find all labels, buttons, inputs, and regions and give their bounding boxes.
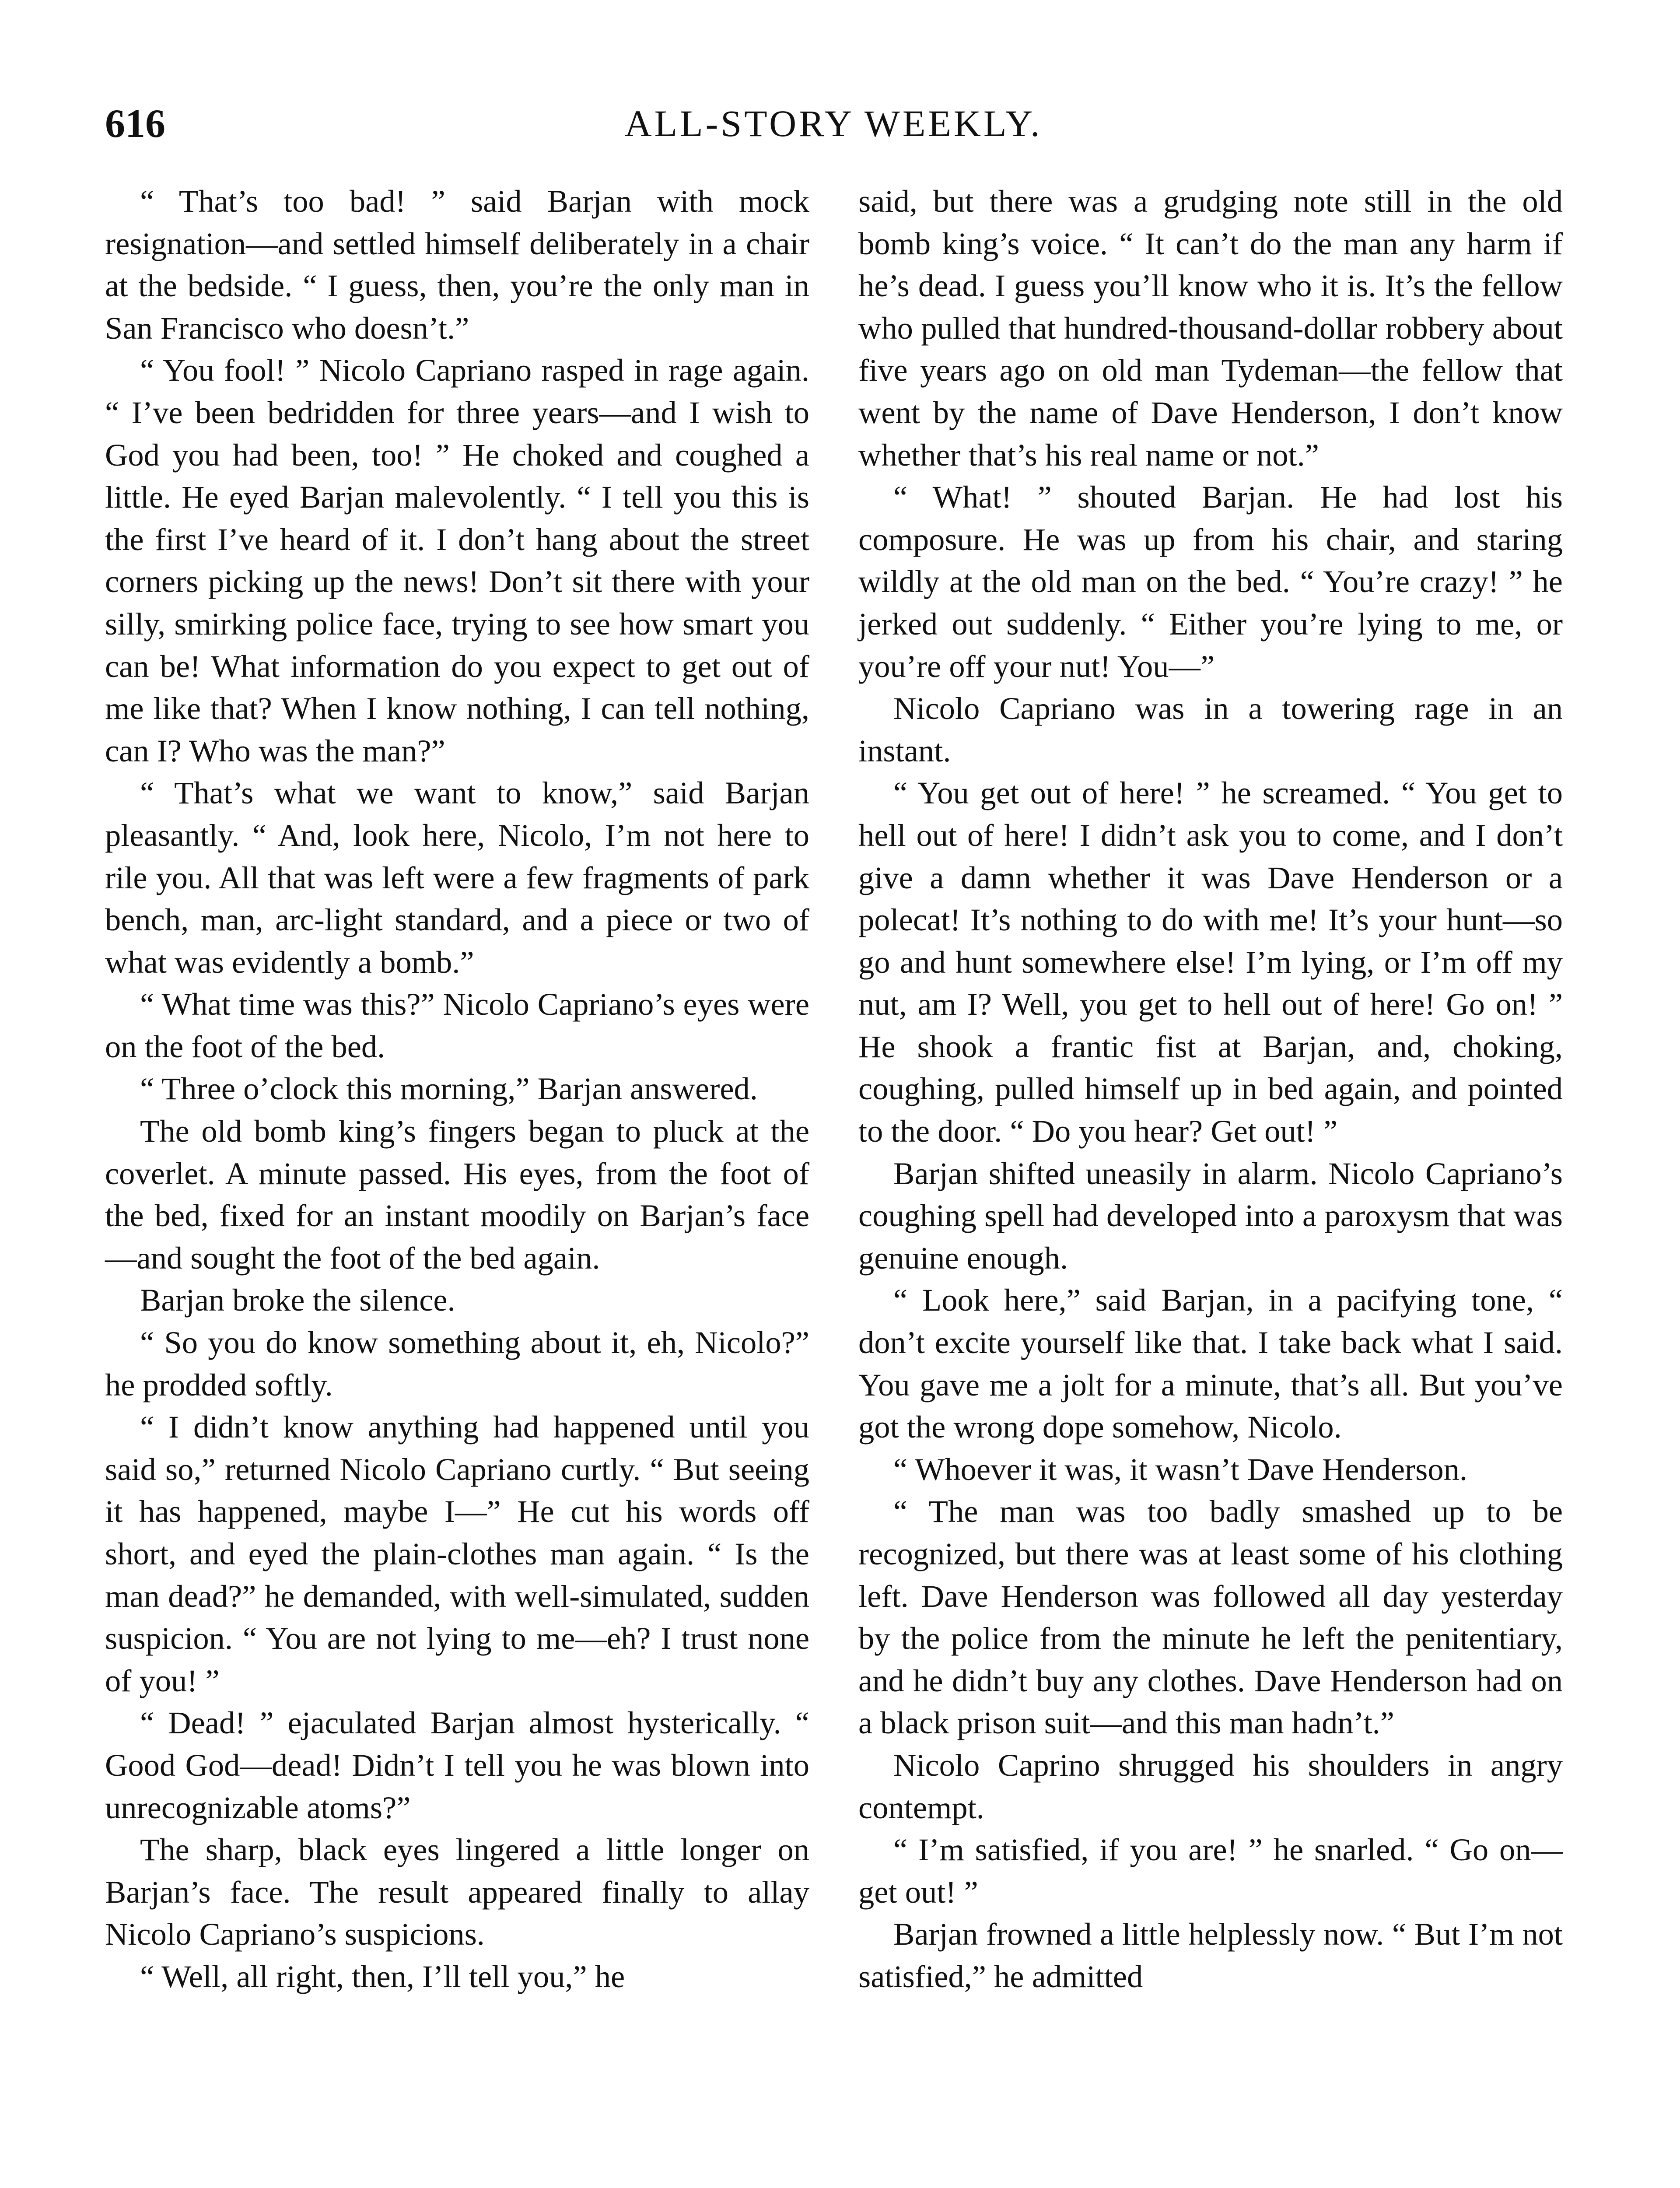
paragraph: Barjan frowned a little helplessly now. “ But I’m not satisfied,” he admitted [858,1916,1563,1994]
paragraph: Barjan shifted uneasily in alarm. Nicolo Capriano’s coughing spell had developed into a paroxysm that was genuine enough. [858,1155,1563,1276]
paragraph: Barjan broke the silence. [140,1282,455,1318]
right-column [858,180,1563,2188]
page-header [105,97,1562,150]
page-number: 616 [105,101,165,146]
paragraph: “ I didn’t know anything had happened until you said so,” returned Nicolo Capriano curtly. “ But seeing it has happened, maybe I—” He cut his words off short, and eyed the plain-clothes man again. “ Is the man dead?” he demanded, with well-simulated, sudden suspicion. “ You are not lying to me—eh? I trust none of you! ” [105,1409,809,1698]
paragraph: “ What time was this?” Nicolo Capriano’s eyes were on the foot of the bed. [105,986,809,1064]
paragraph: “ Dead! ” ejaculated Barjan almost hysterically. “ Good God—dead! Didn’t I tell you he was blown into unrecognizable atoms?” [105,1705,809,1825]
paragraph: “ What! ” shouted Barjan. He had lost his composure. He was up from his chair, and staring wildly at the old man on the bed. “ You’re crazy! ” he jerked out suddenly. “ Either you’re lying to me, or you’re off your nut! You—” [858,479,1563,684]
paragraph: “ That’s what we want to know,” said Barjan pleasantly. “ And, look here, Nicolo, I’m not here to rile you. All that was left were a few fragments of park bench, man, arc-light standard, and a piece or two of what was evidently a bomb.” [105,775,809,980]
paragraph: The old bomb king’s fingers began to pluck at the coverlet. A minute passed. His eyes, from the foot of the bed, fixed for an instant moodily on Barjan’s face—and sought the foot of the bed again. [105,1113,809,1276]
paragraph: “ Three o’clock this morning,” Barjan answered. [140,1071,758,1107]
paragraph: Nicolo Capriano was in a towering rage in an instant. [858,691,1563,768]
paragraph: “ I’m satisfied, if you are! ” he snarled. “ Go on—get out! ” [858,1832,1563,1910]
paragraph: “ Look here,” said Barjan, in a pacifying tone, “ don’t excite yourself like that. I take back what I said. You gave me a jolt for a minute, that’s all. But you’ve got the wrong dope somehow, Nicolo. [858,1282,1563,1445]
paragraph: “ The man was too badly smashed up to be recognized, but there was at least some of his clothing left. Dave Henderson was followed all day yesterday by the police from the minute he left the penitentiary, and he didn’t buy any clothes. Dave Henderson had on a black prison suit—and this man hadn’t.” [858,1494,1563,1741]
paragraph: “ You fool! ” Nicolo Capriano rasped in rage again. “ I’ve been bedridden for three years—and I wish to God you had been, too! ” He choked and coughed a little. He eyed Barjan malevolently. “ I tell you this is the first I’ve heard of it. I don’t hang about the street corners picking up the news! Don’t sit there with your silly, smirking police face, trying to see how smart you can be! What information do you expect to get out of me like that? When I know nothing, I can tell nothing, can I? Who was the man?” [105,352,809,768]
running-head: ALL-STORY WEEKLY. [624,102,1043,144]
paragraph: “ You get out of here! ” he screamed. “ You get to hell out of here! I didn’t ask you to come, and I don’t give a damn whether it was Dave Henderson or a polecat! It’s nothing to do with me! It’s your hunt—so go and hunt somewhere else! I’m lying, or I’m off my nut, am I? Well, you get to hell out of here! Go on! ” He shook a frantic fist at Barjan, and, choking, coughing, pulled himself up in bed again, and pointed to the door. “ Do you hear? Get out! ” [858,775,1563,1149]
paragraph-continuation: said, but there was a grudging note still in the old bomb king’s voice. “ It can’t do the man any harm if he’s dead. I guess you’ll know who it is. It’s the fellow who pulled that hundred-thousand-dollar robbery about five years ago on old man Tydeman—the fellow that went by the name of Dave Henderson, I don’t know whether that’s his real name or not.” [858,183,1563,473]
paragraph: “ So you do know something about it, eh, Nicolo?” he prodded softly. [105,1325,809,1403]
paragraph: The sharp, black eyes lingered a little longer on Barjan’s face. The result appeared finally to allay Nicolo Capriano’s suspicions. [105,1832,809,1952]
paragraph: Nicolo Caprino shrugged his shoulders in angry contempt. [858,1747,1563,1825]
paragraph: “ Whoever it was, it wasn’t Dave Henderson. [893,1451,1468,1487]
left-column [105,180,809,2188]
paragraph: “ Well, all right, then, I’ll tell you,” he [140,1958,625,1994]
paragraph: “ That’s too bad! ” said Barjan with mock resignation—and settled himself deliberately in a chair at the bedside. “ I guess, then, you’re the only man in San Francisco who doesn’t.” [105,183,809,346]
